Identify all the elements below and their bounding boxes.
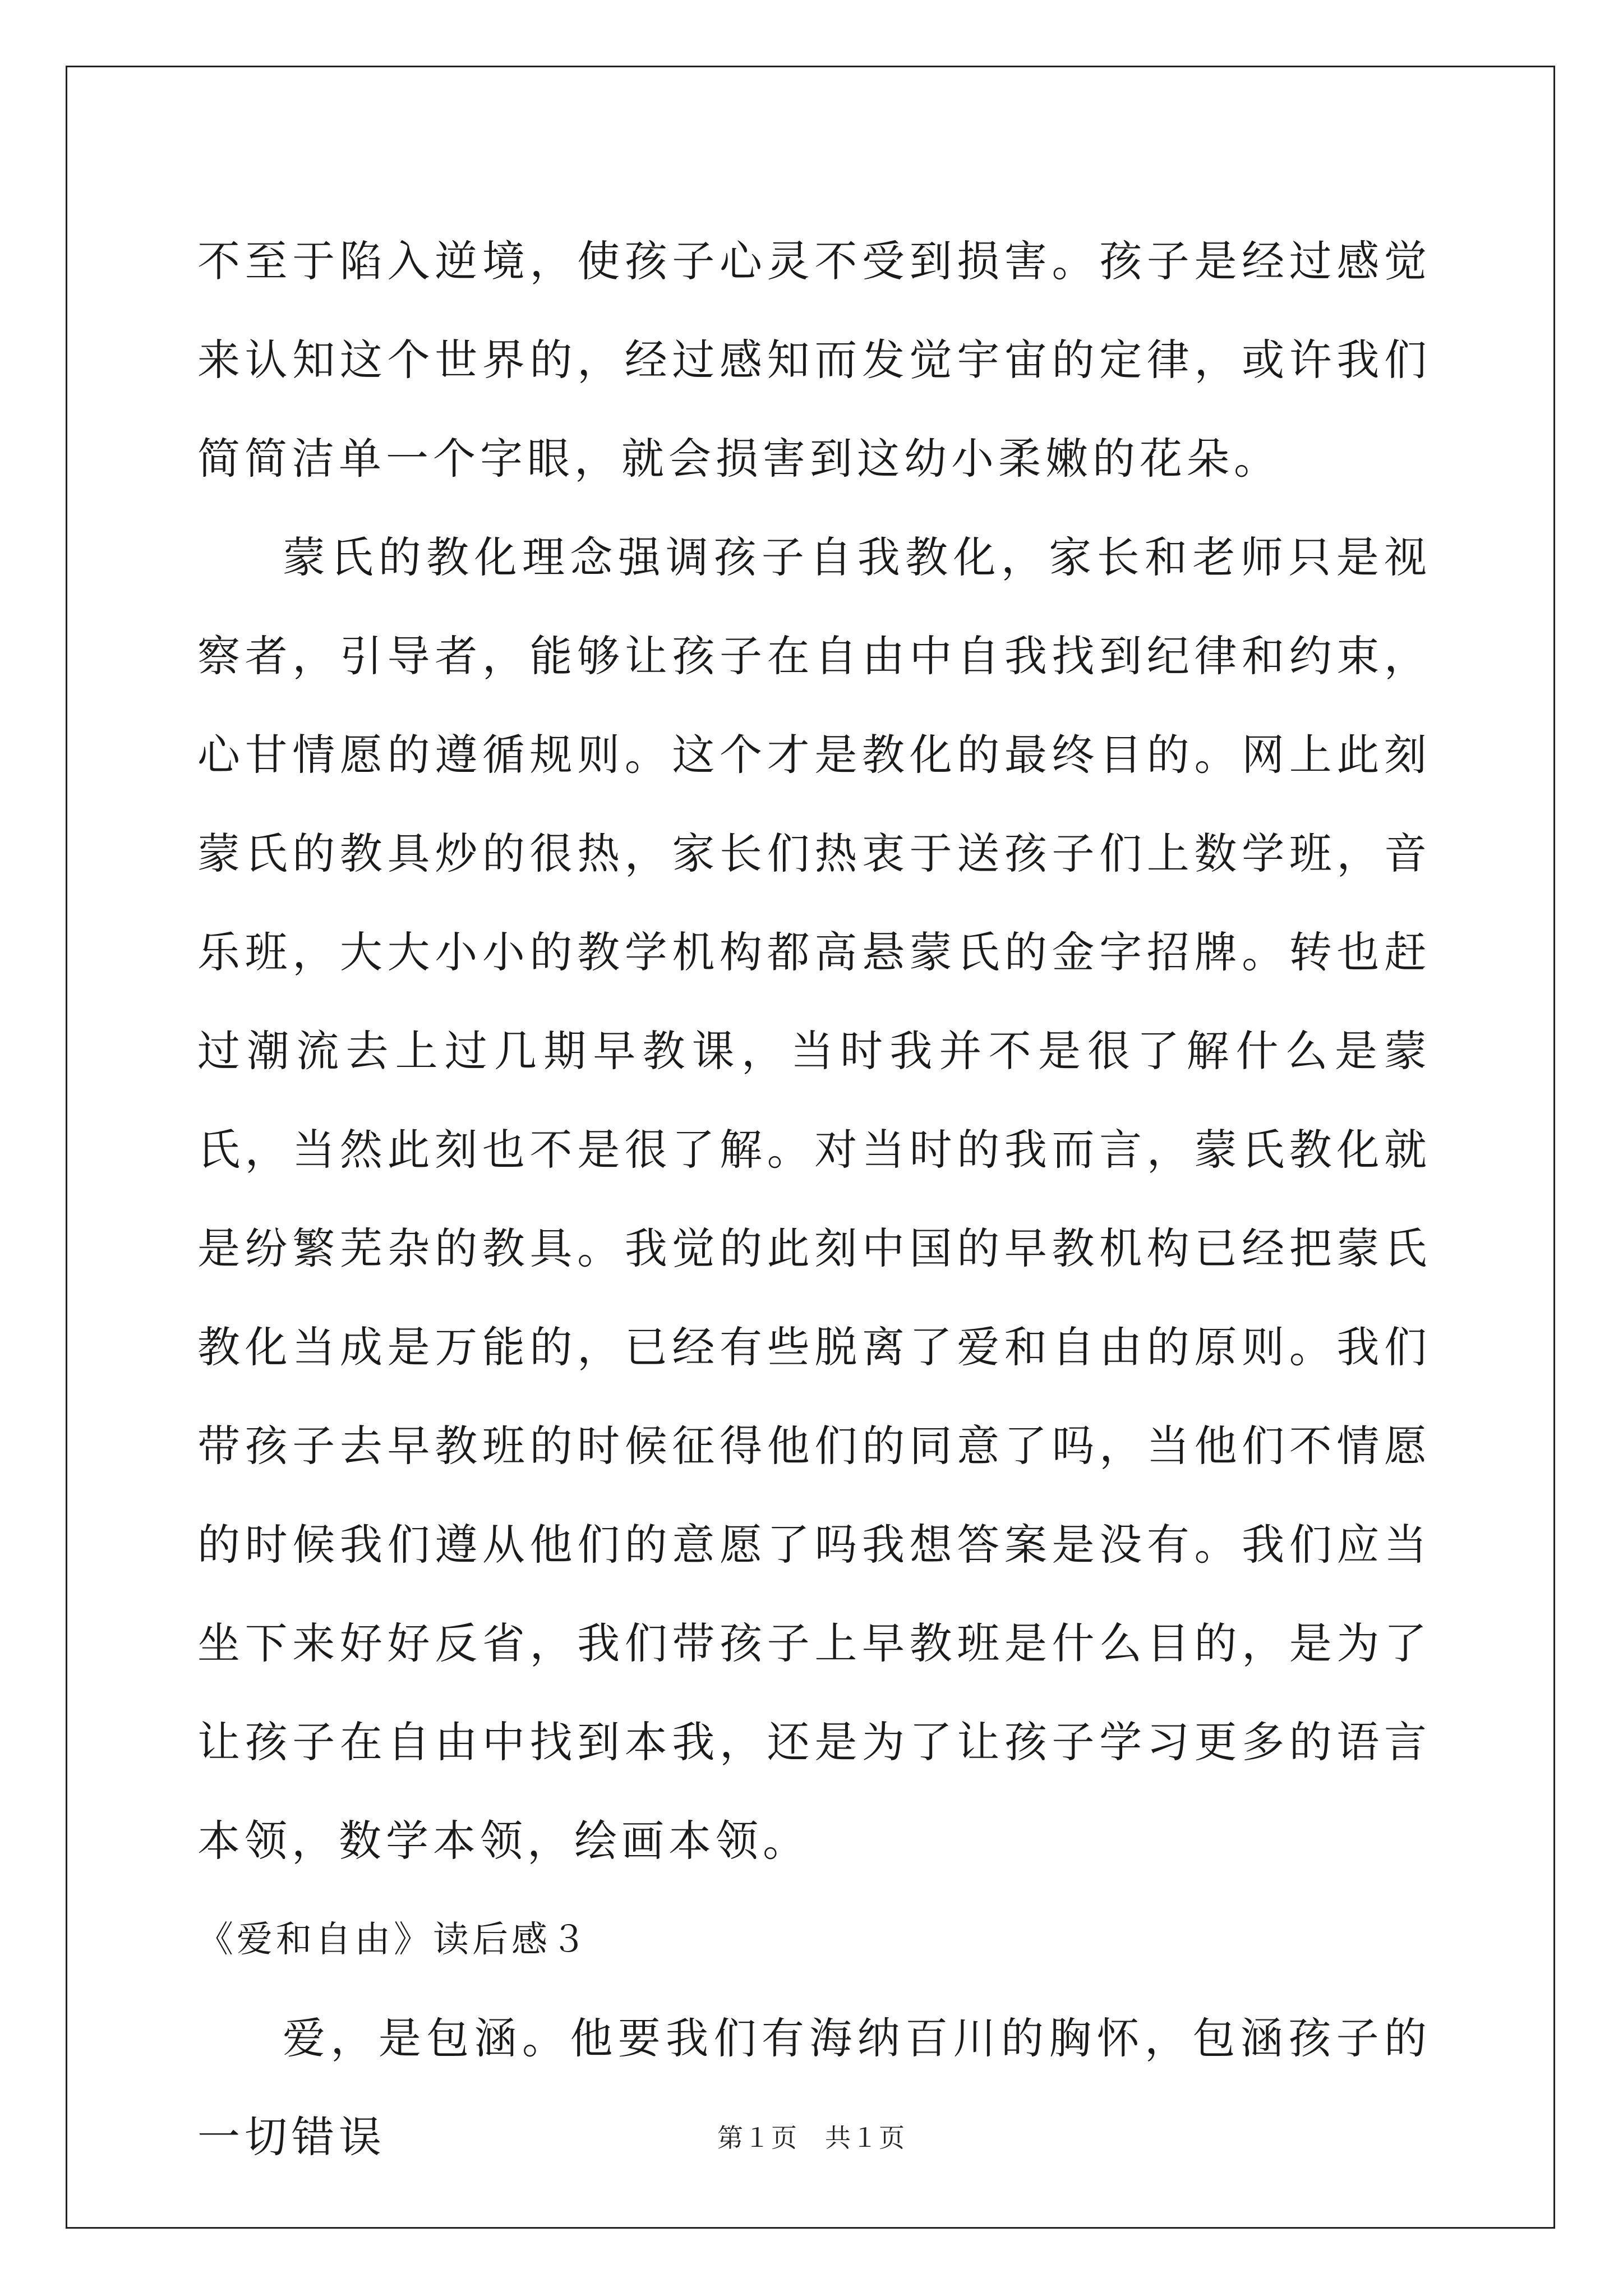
paragraph-1: 不至于陷入逆境，使孩子心灵不受到损害。孩子是经过感觉来认知这个世界的，经过感知而发觉宇宙的定律，或许我们简简洁单一个字眼，就会损害到这幼小柔嫩的花朵。 xyxy=(197,236,1431,484)
page-number-current: 第１页 xyxy=(717,2123,798,2153)
document-body xyxy=(197,212,1431,2187)
paragraph-2: 蒙氏的教化理念强调孩子自我教化，家长和老师只是视察者，引导者，能够让孩子在自由中自我找到纪律和约束，心甘情愿的遵循规则。这个才是教化的最终目的。网上此刻蒙氏的教具炒的很热，家长们热衷于送孩子们上数学班，音乐班，大大小小的教学机构都高悬蒙氏的金字招牌。转也赶过潮流去上过几期早教课，当时我并不是很了解什么是蒙氏，当然此刻也不是很了解。对当时的我而言，蒙氏教化就是纷繁芜杂的教具。我觉的此刻中国的早教机构已经把蒙氏教化当成是万能的，已经有些脱离了爱和自由的原则。我们带孩子去早教班的时候征得他们的同意了吗，当他们不情愿的时候我们遵从他们的意愿了吗我想答案是没有。我们应当坐下来好好反省，我们带孩子上早教班是什么目的，是为了让孩子在自由中找到本我，还是为了让孩子学习更多的语言本领，数学本领，绘画本领。 xyxy=(197,532,1431,1866)
page-footer xyxy=(0,2118,1623,2155)
paragraph-3: 爱，是包涵。他要我们有海纳百川的胸怀，包涵孩子的一切错误 xyxy=(197,2013,1431,2162)
page-number-total: 共１页 xyxy=(825,2123,906,2153)
section-heading: 《爱和自由》读后感３ xyxy=(197,1919,590,1961)
